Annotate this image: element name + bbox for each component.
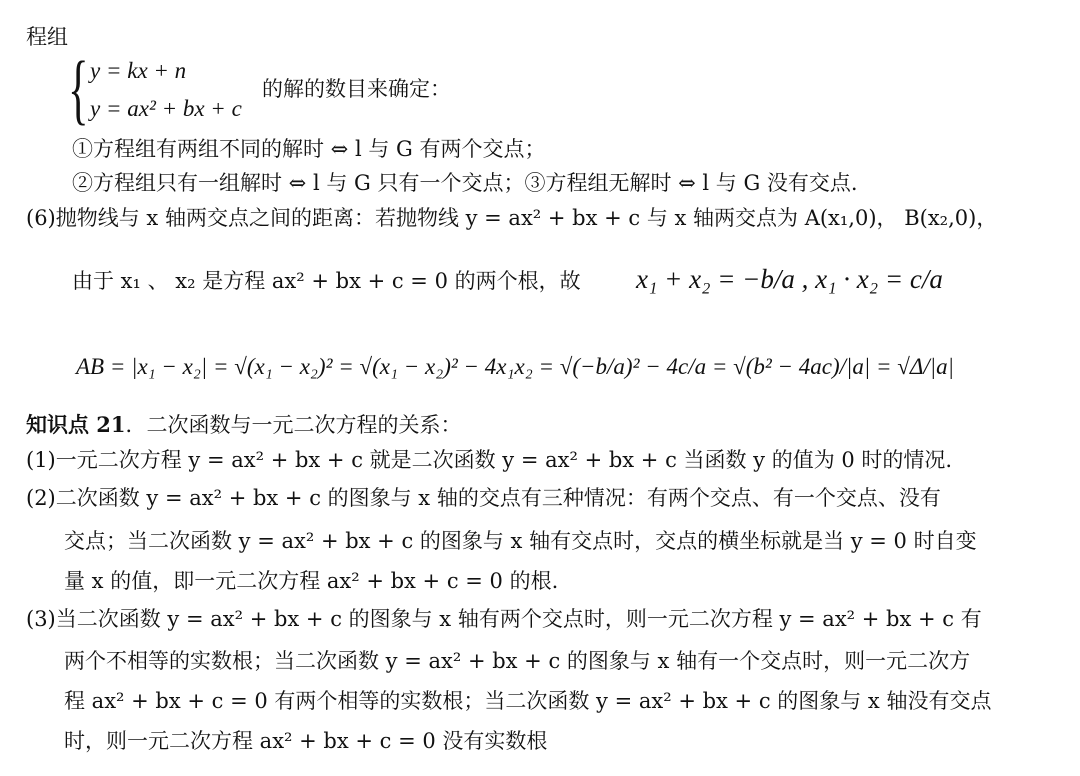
text-line-12: 交点；当二次函数 y = ax² + bx + c 的图象与 x 轴有交点时，交点的横坐标就是当 y = 0 时自变: [64, 529, 977, 553]
equation-quadratic: y = ax² + bx + c: [90, 96, 242, 121]
text-line-10: (1)一元二次方程 y = ax² + bx + c 就是二次函数 y = ax² + bx + c 当函数 y 的值为 0 时的情况.: [26, 448, 953, 472]
section-heading: [26, 410, 462, 440]
system-brace: {: [68, 45, 89, 132]
text-line-14: (3)当二次函数 y = ax² + bx + c 的图象与 x 轴有两个交点时，则一元二次方程 y = ax² + bx + c 有: [26, 607, 982, 631]
text-line-16: 程 ax² + bx + c = 0 有两个相等的实数根；当二次函数 y = ax² + bx + c 的图象与 x 轴没有交点: [64, 689, 992, 713]
text-line-11: (2)二次函数 y = ax² + bx + c 的图象与 x 轴的交点有三种情况：有两个交点、有一个交点、没有: [26, 486, 941, 510]
vieta-formula: x₁ + x₂ = −b/a , x₁ · x₂ = c/a: [636, 264, 943, 294]
equation-linear: y = kx + n: [90, 58, 187, 83]
section-heading-title: ．二次函数与一元二次方程的关系：: [125, 413, 462, 437]
text-line-1: 程组: [26, 25, 68, 49]
text-line-6: (6)抛物线与 x 轴两交点之间的距离：若抛物线 y = ax² + bx + c 与 x 轴两交点为 A(x₁,0)， B(x₂,0)，: [26, 206, 998, 230]
text-line-15: 两个不相等的实数根；当二次函数 y = ax² + bx + c 的图象与 x 轴有一个交点时，则一元二次方: [64, 649, 971, 673]
text-line-4: ①方程组有两组不同的解时 ⇔ l 与 G 有两个交点；: [72, 137, 546, 161]
distance-formula: AB = |x₁ − x₂| = √(x₁ − x₂)² = √(x₁ − x₂)² − 4x₁x₂ = √(−b/a)² − 4c/a = √(b² − 4ac)/|a| = √Δ/|a|: [76, 354, 954, 379]
text-line-17: 时，则一元二次方程 ax² + bx + c = 0 没有实数根: [64, 729, 548, 753]
text-line-7: 由于 x₁ 、 x₂ 是方程 ax² + bx + c = 0 的两个根，故: [72, 269, 581, 293]
section-heading-number: 知识点 21: [26, 412, 126, 437]
text-line-5: ②方程组只有一组解时 ⇔ l 与 G 只有一个交点；③方程组无解时 ⇔ l 与 G 没有交点.: [72, 171, 858, 195]
text-line-13: 量 x 的值，即一元二次方程 ax² + bx + c = 0 的根.: [64, 569, 559, 593]
text-line-2-tail: 的解的数目来确定：: [262, 77, 451, 101]
